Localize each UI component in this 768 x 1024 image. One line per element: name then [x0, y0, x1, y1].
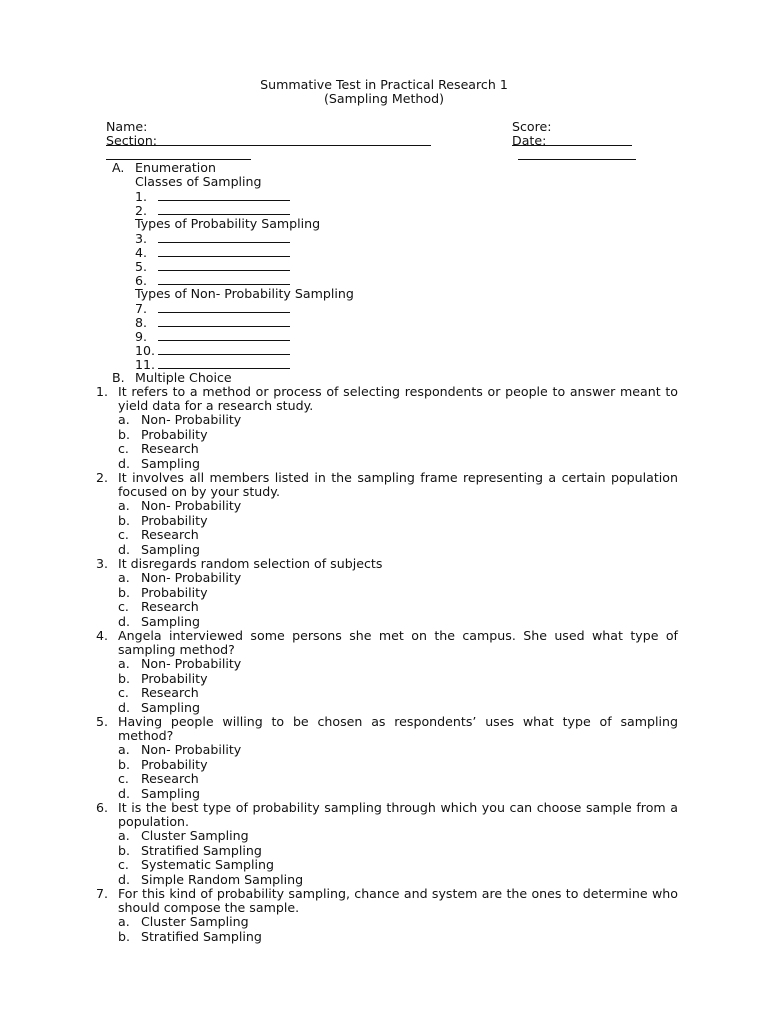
answer-option[interactable]: [118, 428, 678, 443]
question-number: 7.: [96, 886, 109, 901]
answer-blank[interactable]: [158, 329, 290, 341]
question-text: It refers to a method or process of selecting respondents or people to answer meant to yield data for a research study.: [118, 384, 678, 413]
test-subtitle: (Sampling Method): [323, 91, 444, 106]
date-blank[interactable]: [518, 148, 636, 160]
name-label: Name:: [106, 119, 148, 134]
option-letter: b.: [118, 512, 130, 528]
answer-option[interactable]: [118, 528, 678, 543]
option-text: Non- Probability: [141, 656, 242, 671]
answer-blank[interactable]: [158, 259, 290, 271]
question: [96, 715, 678, 801]
question-text: It disregards random selection of subjects: [118, 556, 383, 571]
enumeration-item: [112, 231, 354, 245]
answer-option[interactable]: [118, 915, 678, 930]
option-letter: b.: [118, 584, 130, 600]
option-letter: a.: [118, 914, 130, 929]
answer-blank[interactable]: [158, 231, 290, 243]
enumeration-item: [112, 301, 354, 315]
option-letter: c.: [118, 441, 129, 456]
option-letter: d.: [118, 699, 130, 715]
option-text: Cluster Sampling: [141, 828, 249, 843]
question-number: 4.: [96, 628, 109, 643]
option-letter: b.: [118, 756, 130, 772]
enumeration-heading: [112, 161, 354, 175]
enumeration-group-label: Classes of Sampling: [135, 174, 262, 189]
item-number: 1.: [135, 189, 148, 204]
question: [96, 385, 678, 471]
item-number: 6.: [135, 273, 148, 288]
option-letter: d.: [118, 613, 130, 629]
answer-option[interactable]: [118, 457, 678, 472]
question: [96, 629, 678, 715]
enumeration-item: [112, 315, 354, 329]
answer-option[interactable]: [118, 772, 678, 787]
option-text: Stratified Sampling: [141, 928, 262, 944]
question-number: 2.: [96, 470, 109, 485]
option-letter: a.: [118, 828, 130, 843]
question-text: It involves all members listed in the sampling frame representing a certain population focused on by your study.: [118, 470, 678, 499]
option-text: Research: [141, 527, 199, 542]
section-title: Enumeration: [135, 160, 216, 175]
date-label: Date:: [512, 133, 547, 148]
option-letter: a.: [118, 570, 130, 585]
answer-blank[interactable]: [158, 301, 290, 313]
question-number: 1.: [96, 384, 109, 399]
question-number: 6.: [96, 800, 109, 815]
answer-option[interactable]: [118, 858, 678, 873]
enumeration-item: [112, 189, 354, 203]
option-text: Sampling: [141, 785, 200, 801]
item-number: 7.: [135, 301, 148, 316]
multiple-choice-section: [96, 371, 678, 944]
answer-option[interactable]: [118, 499, 678, 514]
section-label: Section:: [106, 133, 158, 148]
enumeration-item: [112, 245, 354, 259]
option-text: Research: [141, 441, 199, 456]
option-text: Probability: [141, 512, 208, 528]
answer-option[interactable]: [118, 615, 678, 630]
question-text: Having people willing to be chosen as respondents’ uses what type of sampling method?: [118, 714, 678, 743]
item-number: 8.: [135, 315, 148, 330]
item-number: 5.: [135, 259, 148, 274]
answer-option[interactable]: [118, 514, 678, 529]
answer-blank[interactable]: [158, 189, 290, 201]
option-text: Non- Probability: [141, 742, 242, 757]
question-text: For this kind of probability sampling, chance and system are the ones to determine who should compose the sample.: [118, 886, 678, 915]
answer-option[interactable]: [118, 930, 678, 945]
option-letter: a.: [118, 412, 130, 427]
answer-blank[interactable]: [158, 315, 290, 327]
section-title: Multiple Choice: [135, 370, 232, 385]
score-label: Score:: [512, 119, 552, 134]
answer-blank[interactable]: [158, 357, 290, 369]
question-number: 5.: [96, 714, 109, 729]
option-letter: d.: [118, 455, 130, 471]
option-text: Probability: [141, 584, 208, 600]
option-text: Simple Random Sampling: [141, 871, 304, 887]
option-text: Cluster Sampling: [141, 914, 249, 929]
answer-option[interactable]: [118, 701, 678, 716]
answer-option[interactable]: [118, 543, 678, 558]
option-letter: c.: [118, 599, 129, 614]
option-text: Non- Probability: [141, 570, 242, 585]
option-text: Research: [141, 685, 199, 700]
option-letter: c.: [118, 685, 129, 700]
option-text: Sampling: [141, 541, 200, 557]
question-text: Angela interviewed some persons she met on the campus. She used what type of sampling method?: [118, 628, 678, 657]
answer-option[interactable]: [118, 844, 678, 859]
answer-option[interactable]: [118, 873, 678, 888]
option-letter: a.: [118, 656, 130, 671]
question: [96, 887, 678, 944]
test-title: Summative Test in Practical Research 1: [260, 77, 508, 92]
multiple-choice-heading: [96, 371, 678, 385]
option-text: Probability: [141, 426, 208, 442]
question: [96, 557, 678, 629]
enumeration-item: [112, 203, 354, 217]
option-text: Non- Probability: [141, 412, 242, 427]
answer-blank[interactable]: [158, 245, 290, 257]
answer-option[interactable]: [118, 672, 678, 687]
answer-blank[interactable]: [158, 203, 290, 215]
question-number: 3.: [96, 556, 109, 571]
section-letter: B.: [112, 370, 125, 385]
item-number: 2.: [135, 203, 148, 218]
enumeration-group-label: Types of Probability Sampling: [135, 216, 321, 231]
enumeration-item: [112, 329, 354, 343]
question: [96, 471, 678, 557]
item-number: 4.: [135, 245, 148, 260]
option-text: Sampling: [141, 613, 200, 629]
option-letter: b.: [118, 842, 130, 858]
option-letter: a.: [118, 498, 130, 513]
answer-option[interactable]: [118, 758, 678, 773]
option-letter: d.: [118, 785, 130, 801]
answer-blank[interactable]: [158, 343, 290, 355]
answer-option[interactable]: [118, 586, 678, 601]
option-text: Sampling: [141, 455, 200, 471]
answer-option[interactable]: [118, 743, 678, 758]
option-letter: b.: [118, 928, 130, 944]
option-text: Stratified Sampling: [141, 842, 262, 858]
answer-option[interactable]: [118, 413, 678, 428]
option-text: Non- Probability: [141, 498, 242, 513]
option-letter: c.: [118, 771, 129, 786]
enumeration-item: 11.: [112, 357, 354, 371]
option-text: Research: [141, 771, 199, 786]
enumeration-section: [112, 161, 354, 371]
enumeration-group-label: Types of Non- Probability Sampling: [135, 286, 354, 301]
question-text: It is the best type of probability sampling through which you can choose sample from a population.: [118, 800, 678, 829]
item-number: 3.: [135, 231, 148, 246]
option-text: Sampling: [141, 699, 200, 715]
answer-blank[interactable]: [158, 273, 290, 285]
option-letter: c.: [118, 527, 129, 542]
option-letter: b.: [118, 426, 130, 442]
answer-option[interactable]: [118, 657, 678, 672]
question: [96, 801, 678, 887]
option-text: Probability: [141, 756, 208, 772]
answer-option[interactable]: [118, 787, 678, 802]
date-field: [496, 120, 636, 177]
option-letter: c.: [118, 857, 129, 872]
answer-option[interactable]: [118, 686, 678, 701]
option-text: Systematic Sampling: [141, 857, 274, 872]
item-number: 9.: [135, 329, 148, 344]
answer-option[interactable]: [118, 571, 678, 586]
section-letter: A.: [112, 160, 125, 175]
option-text: Probability: [141, 670, 208, 686]
enumeration-item: 10.: [112, 343, 354, 357]
enumeration-item: [112, 259, 354, 273]
section-blank[interactable]: [106, 148, 251, 160]
answer-option[interactable]: [118, 829, 678, 844]
option-letter: d.: [118, 541, 130, 557]
option-letter: d.: [118, 871, 130, 887]
enumeration-item: [112, 273, 354, 287]
option-letter: a.: [118, 742, 130, 757]
answer-option[interactable]: [118, 600, 678, 615]
option-letter: b.: [118, 670, 130, 686]
option-text: Research: [141, 599, 199, 614]
answer-option[interactable]: [118, 442, 678, 457]
